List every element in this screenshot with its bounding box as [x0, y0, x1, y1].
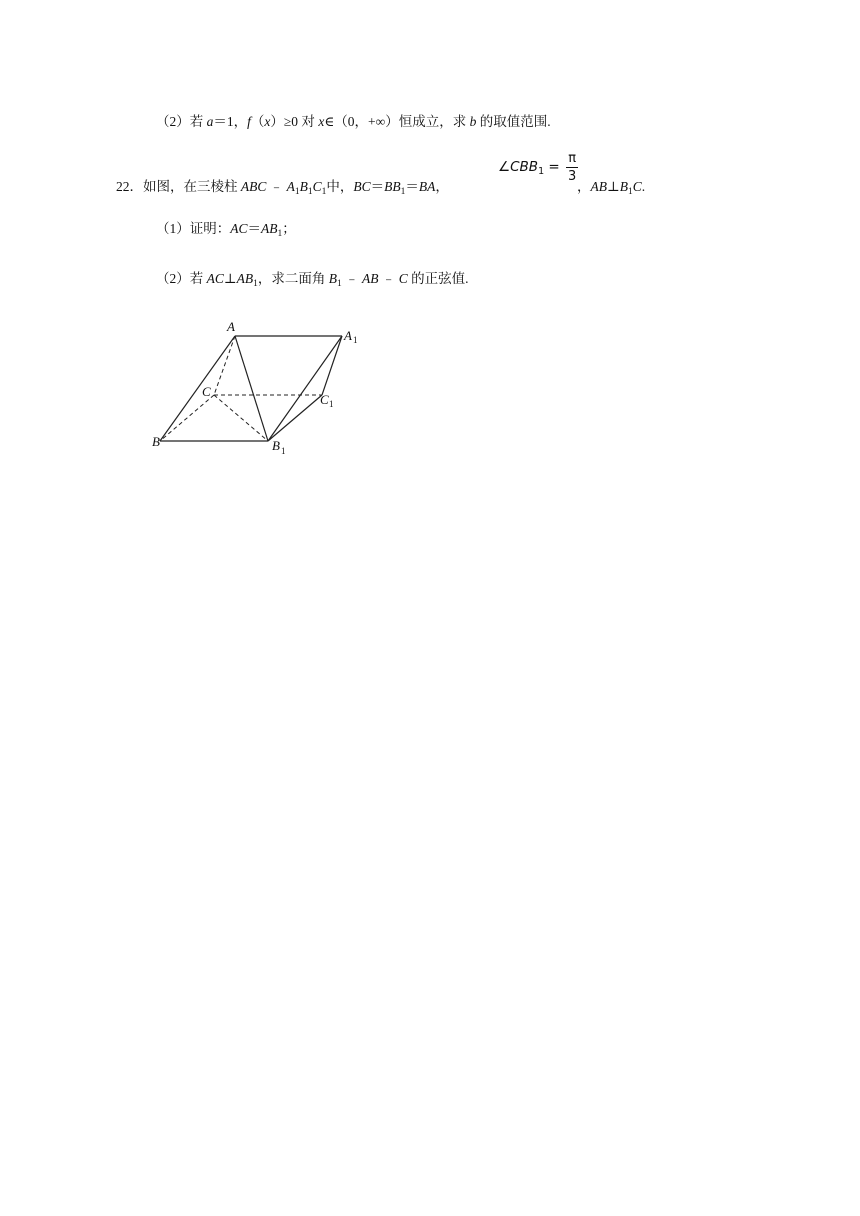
- seg-ac: AC: [206, 271, 224, 286]
- sub-1: 1: [294, 187, 300, 197]
- sub-1: 1: [336, 279, 342, 289]
- q22-part1-label: （1）证明：: [156, 221, 231, 236]
- seg-bc: BC: [353, 179, 371, 194]
- text-domain: ∈（0，+∞）恒成立，求: [324, 114, 467, 129]
- edge-a-c: [214, 336, 235, 395]
- q22-intro: 如图，在三棱柱: [143, 179, 238, 194]
- label-a: A: [227, 319, 235, 334]
- text-zhong: 中，: [326, 179, 354, 194]
- label-a1: A: [344, 328, 352, 343]
- eq-sign: ＝: [247, 221, 262, 236]
- label-b1-sub: 1: [281, 446, 286, 456]
- seg-ab: AB: [590, 179, 607, 194]
- text-eq1: ＝1，: [213, 114, 248, 129]
- dash: ﹣: [381, 271, 396, 286]
- edge-ab: AB: [361, 271, 379, 286]
- prism-abc: ABC: [240, 179, 267, 194]
- seg-c: C: [632, 179, 642, 194]
- sub-1: 1: [277, 229, 283, 239]
- seg-ab1: AB: [236, 271, 254, 286]
- q21-part2-label: （2）若: [156, 114, 204, 129]
- sub-1: 1: [321, 187, 327, 197]
- frac-denominator: 3: [568, 169, 577, 184]
- question-number: 22．: [116, 179, 143, 194]
- sub-1: 1: [253, 279, 258, 289]
- edge-a1-b1: [268, 336, 342, 441]
- angle-cbb: ∠CBB: [498, 158, 539, 175]
- perp-sign: ⊥: [223, 271, 237, 286]
- edge-a-b: [160, 336, 235, 441]
- seg-b1: B: [619, 179, 628, 194]
- var-b: b: [469, 114, 477, 129]
- q22-part2: [156, 270, 468, 288]
- sub-1: 1: [307, 187, 313, 197]
- func-f: f: [247, 114, 251, 129]
- label-c: C: [202, 384, 211, 399]
- q21-part2-line: [156, 113, 551, 131]
- comma: ，: [435, 179, 449, 194]
- sub-1: 1: [400, 187, 406, 197]
- seg-ba: BA: [418, 179, 436, 194]
- edge-a1-c1: [322, 336, 342, 395]
- label-c1: C: [320, 392, 329, 407]
- prism-a: A: [286, 179, 295, 194]
- prism-b: B: [299, 179, 308, 194]
- equals: =: [544, 158, 565, 175]
- q22-part1: [156, 220, 296, 238]
- q22-part2-label: （2）若: [156, 271, 204, 286]
- text-tail: 的取值范围.: [479, 114, 551, 129]
- label-b1: B: [272, 438, 280, 453]
- q22-part2-end: 的正弦值.: [411, 271, 469, 286]
- var-a: a: [206, 114, 214, 129]
- frac-numerator: π: [566, 152, 578, 168]
- var-x-2: x: [318, 114, 325, 129]
- q22-condition: [577, 178, 645, 196]
- edge-c-b: [160, 395, 214, 441]
- prism-c: C: [312, 179, 322, 194]
- text-condition: ）≥0 对: [270, 114, 315, 129]
- point-b1: B: [328, 271, 337, 286]
- seg-ab1: AB: [261, 221, 278, 236]
- edge-c-b1: [214, 395, 268, 441]
- label-c1-sub: 1: [329, 399, 334, 409]
- prism-figure: [148, 318, 368, 458]
- label-a1-sub: 1: [353, 335, 358, 345]
- var-x: x: [264, 114, 271, 129]
- perp-sign: ⊥: [607, 179, 620, 194]
- eq-sign: ＝: [405, 179, 419, 194]
- edge-a-b1: [235, 336, 268, 441]
- q22-part2-mid: ，求二面角: [257, 271, 326, 286]
- comma: ，: [577, 179, 591, 194]
- period: .: [641, 179, 646, 194]
- q22-statement: [116, 178, 449, 196]
- dash: ﹣: [269, 179, 284, 194]
- point-c: C: [398, 271, 408, 286]
- label-b: B: [152, 434, 160, 449]
- sub-1: 1: [627, 187, 633, 197]
- angle-formula: [498, 152, 580, 183]
- seg-ac: AC: [230, 221, 248, 236]
- seg-bb1: BB: [384, 179, 401, 194]
- angle-sub: 1: [538, 165, 545, 177]
- eq-sign: ＝: [370, 179, 385, 194]
- semicolon: ；: [282, 221, 296, 236]
- dash: ﹣: [345, 271, 359, 286]
- text-paren-open: （: [250, 114, 265, 129]
